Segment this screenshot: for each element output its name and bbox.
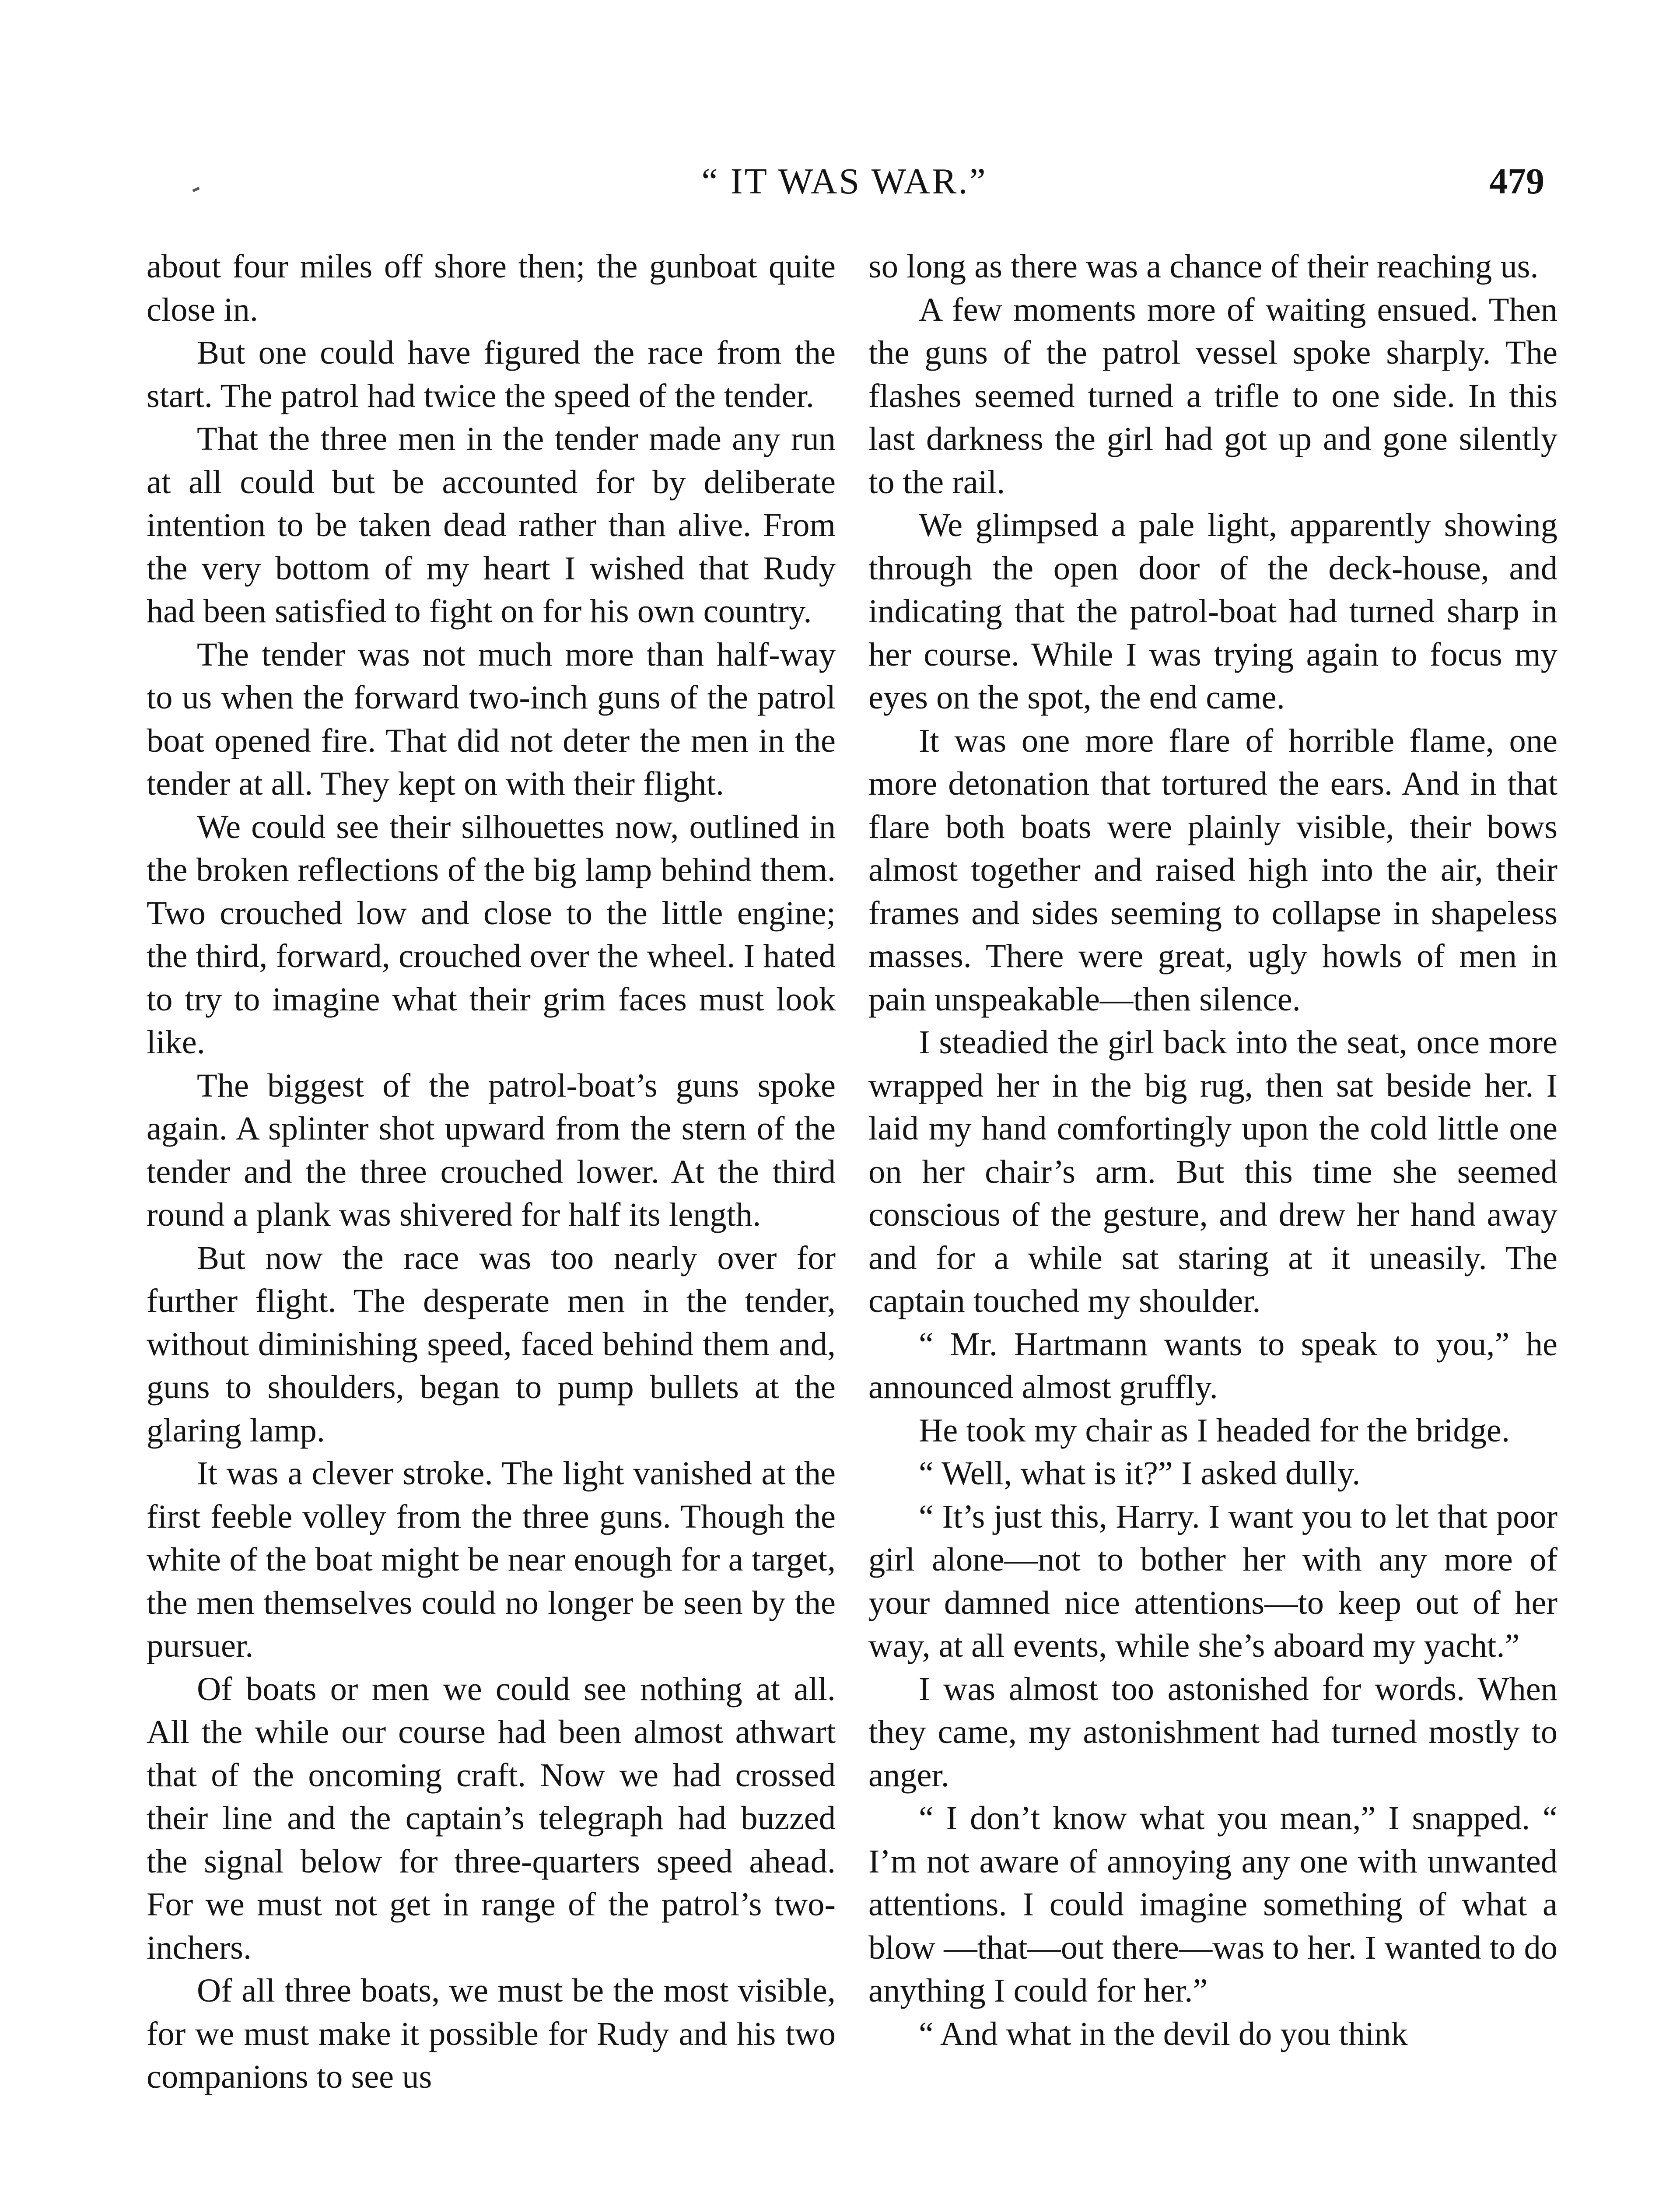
paragraph: It was a clever stroke. The light vanished at the first feeble volley from the three guns. Though the white of the boat might be near enough for a target, the men themselves could no longer be seen by the pursuer. xyxy=(147,1455,836,1664)
paragraph: But now the race was too nearly over for further flight. The desperate men in the tender, without diminishing speed, faced behind them and, guns to shoulders, began to pump bullets at the glaring lamp. xyxy=(147,1239,836,1449)
paragraph: so long as there was a chance of their reaching us. xyxy=(868,248,1539,285)
page-header xyxy=(144,158,1544,206)
paragraph: But one could have figured the race from the start. The patrol had twice the speed of the tender. xyxy=(147,334,836,414)
paragraph: “ Well, what is it?” I asked dully. xyxy=(919,1455,1361,1492)
paragraph: We glimpsed a pale light, apparently showing through the open door of the deck-house, and indicating that the patrol-boat had turned sharp in her course. While I was trying again to focus my eyes on the spot, the end came. xyxy=(868,506,1558,716)
paragraph: We could see their silhouettes now, outlined in the broken reflections of the big lamp behind them. Two crouched low and close to the little engine; the third, forward, crouched over the wheel. I hated to try to imagine what their grim faces must look like. xyxy=(147,808,836,1061)
paragraph: “ I don’t know what you mean,” I snapped. “ I’m not aware of annoying any one with unwanted attentions. I could imagine something of what a blow —that—out there—was to her. I wanted to do anything I could for her.” xyxy=(868,1799,1558,2009)
paragraph: I was almost too astonished for words. When they came, my astonishment had turned mostly to anger. xyxy=(868,1670,1558,1794)
paragraph: That the three men in the tender made any run at all could but be accounted for by deliberate intention to be taken dead rather than alive. From the very bottom of my heart I wished that Rudy had been satisfied to fight on for his own country. xyxy=(147,420,836,630)
paragraph: Of all three boats, we must be the most visible, for we must make it possible for Rudy and his two companions to see us xyxy=(147,1972,836,2095)
paragraph: “ And what in the devil do you think xyxy=(919,2015,1408,2052)
paragraph: He took my chair as I headed for the bridge. xyxy=(919,1411,1510,1449)
paragraph: about four miles off shore then; the gunboat quite close in. xyxy=(147,248,836,328)
running-title: “ IT WAS WAR.” xyxy=(701,161,987,202)
paragraph: “ Mr. Hartmann wants to speak to you,” he announced almost gruffly. xyxy=(868,1325,1558,1406)
paragraph: The biggest of the patrol-boat’s guns spoke again. A splinter shot upward from the stern of the tender and the three crouched lower. At the third round a plank was shivered for half its length. xyxy=(147,1066,836,1233)
paragraph: I steadied the girl back into the seat, once more wrapped her in the big rug, then sat beside her. I laid my hand comfortingly upon the cold little one on her chair’s arm. But this time she seemed conscious of the gesture, and drew her hand away and for a while sat staring at it uneasily. The captain touched my shoulder. xyxy=(868,1024,1558,1319)
left-column xyxy=(147,245,836,2188)
right-column xyxy=(868,245,1558,2188)
paragraph: It was one more flare of horrible flame, one more detonation that tortured the ears. And in that flare both boats were plainly visible, their bows almost together and raised high into the air, their frames and sides seeming to collapse in shapeless masses. There were great, ugly howls of men in pain unspeakable—then silence. xyxy=(868,722,1558,1018)
page-number: 479 xyxy=(1489,161,1544,202)
paragraph: The tender was not much more than half-way to us when the forward two-inch guns of the patrol boat opened fire. That did not deter the men in the tender at all. They kept on with their flight. xyxy=(147,635,836,802)
paragraph: Of boats or men we could see nothing at all. All the while our course had been almost athwart that of the oncoming craft. Now we had crossed their line and the captain’s telegraph had buzzed the signal below for three-quarters speed ahead. For we must not get in range of the patrol’s two-inchers. xyxy=(147,1670,836,1966)
paragraph: “ It’s just this, Harry. I want you to let that poor girl alone—not to bother her with any more of your damned nice attentions—to keep out of her way, at all events, while she’s aboard my yacht.” xyxy=(868,1497,1558,1664)
paragraph: A few moments more of waiting ensued. Then the guns of the patrol vessel spoke sharply. The flashes seemed turned a trifle to one side. In this last darkness the girl had got up and gone silently to the rail. xyxy=(868,291,1558,501)
